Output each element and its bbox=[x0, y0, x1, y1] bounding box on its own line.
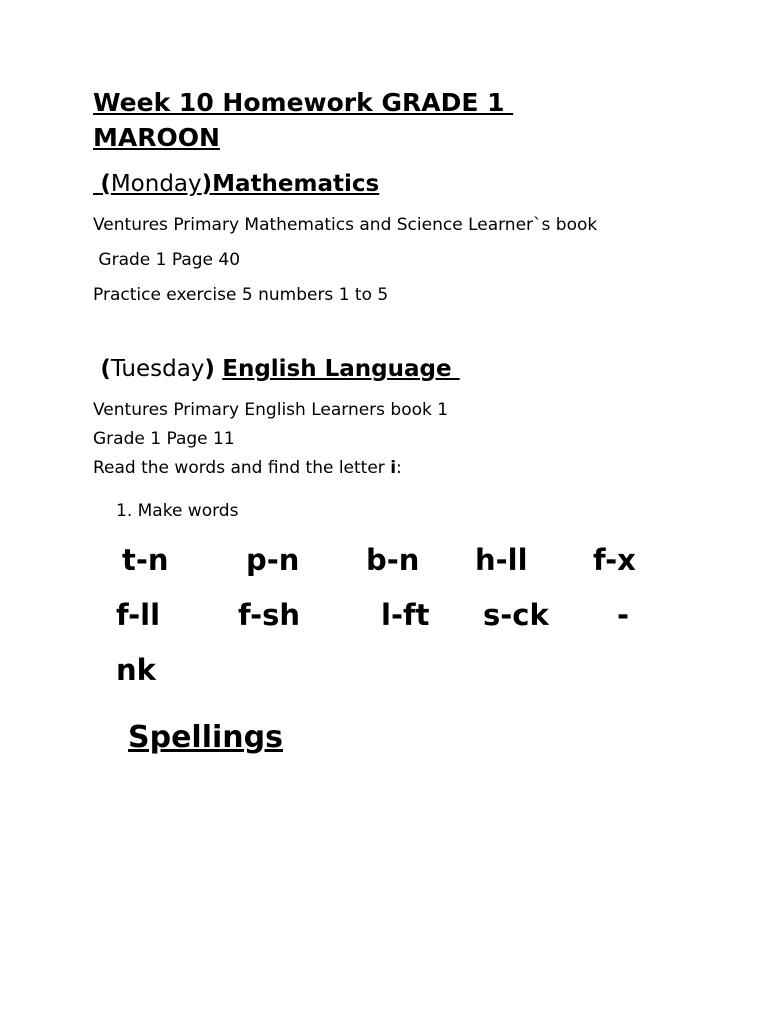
word-item: p-n bbox=[246, 543, 300, 577]
tuesday-open-paren: ( bbox=[100, 356, 111, 382]
monday-close-paren: ) bbox=[201, 171, 213, 197]
tuesday-day-label: Tuesday bbox=[110, 356, 205, 382]
instruction-text: Read the words and find the letter bbox=[93, 458, 391, 478]
word-item: f-sh bbox=[238, 598, 301, 632]
tuesday-close-paren: ) bbox=[204, 356, 215, 382]
word-item: t-n bbox=[122, 543, 169, 577]
word-item: f-ll bbox=[116, 598, 161, 632]
word-item: l-ft bbox=[381, 598, 430, 632]
tuesday-instruction bbox=[93, 457, 402, 479]
word-item: s-ck bbox=[483, 598, 549, 632]
tuesday-subject: English Language bbox=[222, 356, 460, 382]
word-item: h-ll bbox=[475, 543, 528, 577]
word-item: b-n bbox=[366, 543, 420, 577]
list-item-make-words: 1. Make words bbox=[116, 501, 239, 521]
word-item: f-x bbox=[593, 543, 636, 577]
monday-line-3: Practice exercise 5 numbers 1 to 5 bbox=[93, 285, 389, 305]
monday-day-label: Monday bbox=[110, 171, 202, 197]
tuesday-line-1: Ventures Primary English Learners book 1 bbox=[93, 400, 449, 420]
document-title-line-2: MAROON bbox=[93, 123, 220, 152]
monday-open-paren: ( bbox=[100, 171, 111, 197]
monday-line-1: Ventures Primary Mathematics and Science Learner`s book bbox=[93, 215, 598, 235]
monday-line-2: Grade 1 Page 40 bbox=[93, 250, 241, 270]
monday-subject: Mathematics bbox=[212, 171, 380, 197]
monday-heading bbox=[93, 170, 379, 198]
document-title-line-1: Week 10 Homework GRADE 1 bbox=[93, 88, 514, 117]
spellings-heading: Spellings bbox=[128, 720, 283, 755]
word-item: - bbox=[617, 598, 630, 632]
tuesday-heading bbox=[93, 355, 460, 383]
word-item: nk bbox=[116, 653, 156, 687]
instruction-letter: i bbox=[390, 458, 397, 478]
tuesday-line-2: Grade 1 Page 11 bbox=[93, 429, 235, 449]
instruction-suffix: : bbox=[396, 458, 402, 478]
